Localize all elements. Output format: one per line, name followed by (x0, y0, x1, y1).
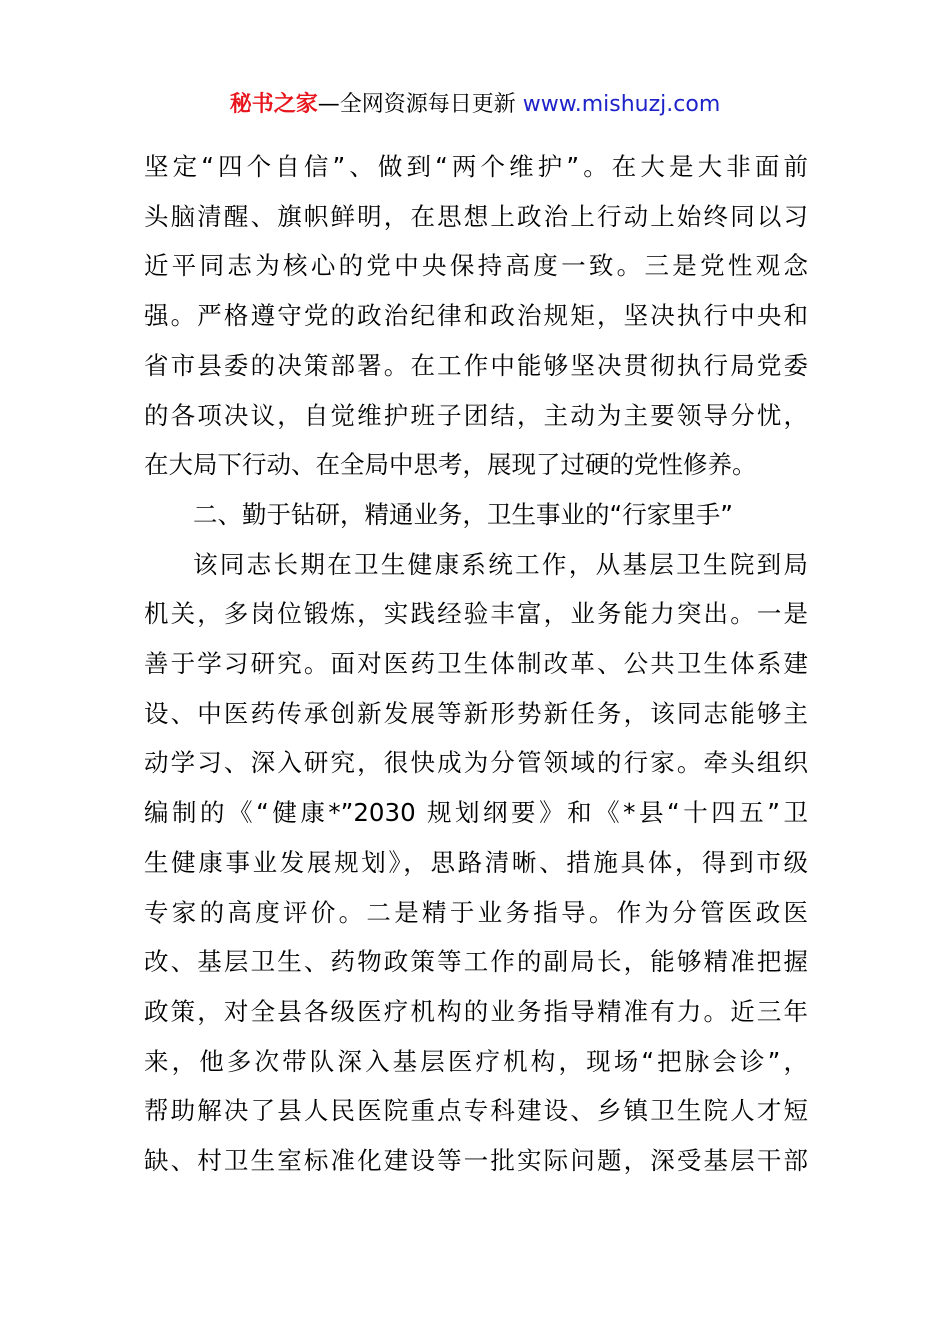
text-line: 政策，对全县各级医疗机构的业务指导精准有力。近三年 (144, 996, 808, 1026)
text-line: 近平同志为核心的党中央保持高度一致。三是党性观念 (144, 251, 808, 281)
text-line: 改、基层卫生、药物政策等工作的副局长，能够精准把握 (144, 947, 808, 977)
document-body (144, 142, 808, 1186)
text-line: 的各项决议，自觉维护班子团结，主动为主要领导分忧， (144, 400, 808, 430)
text-line: 强。严格遵守党的政治纪律和政治规矩，坚决执行中央和 (144, 301, 808, 331)
text-line: 在大局下行动、在全局中思考，展现了过硬的党性修养。 (144, 450, 757, 480)
text-line: 省市县委的决策部署。在工作中能够坚决贯彻执行局党委 (144, 350, 808, 380)
text-line: 缺、村卫生室标准化建设等一批实际问题，深受基层干部 (144, 1146, 808, 1176)
text-line: 来，他多次带队深入基层医疗机构，现场“把脉会诊”， (144, 1046, 808, 1076)
header-tagline: —全网资源每日更新 (317, 92, 523, 117)
text-line: 该同志长期在卫生健康系统工作，从基层卫生院到局 (193, 549, 808, 579)
document-header (0, 88, 950, 122)
text-line: 头脑清醒、旗帜鲜明，在思想上政治上行动上始终同以习 (144, 201, 808, 231)
text-line: 专家的高度评价。二是精于业务指导。作为分管医政医 (144, 897, 808, 927)
text-line: 动学习、深入研究，很快成为分管领域的行家。牵头组织 (144, 748, 808, 778)
website-link[interactable]: www.mishuzj.com (522, 92, 721, 117)
brand-name: 秘书之家 (229, 92, 318, 117)
text-line: 帮助解决了县人民医院重点专科建设、乡镇卫生院人才短 (144, 1096, 808, 1126)
section-heading: 二、勤于钻研，精通业务，卫生事业的“行家里手” (193, 499, 733, 529)
text-line: 善于学习研究。面对医药卫生体制改革、公共卫生体系建 (144, 649, 808, 679)
text-line: 坚定“四个自信”、做到“两个维护”。在大是大非面前 (144, 152, 808, 181)
text-line: 生健康事业发展规划》，思路清晰、措施具体，得到市级 (144, 847, 808, 877)
text-line: 设、中医药传承创新发展等新形势新任务，该同志能够主 (144, 698, 808, 728)
text-line: 机关，多岗位锻炼，实践经验丰富，业务能力突出。一是 (144, 599, 808, 629)
text-line: 编制的《“健康*”2030 规划纲要》和《*县“十四五”卫 (144, 798, 808, 828)
